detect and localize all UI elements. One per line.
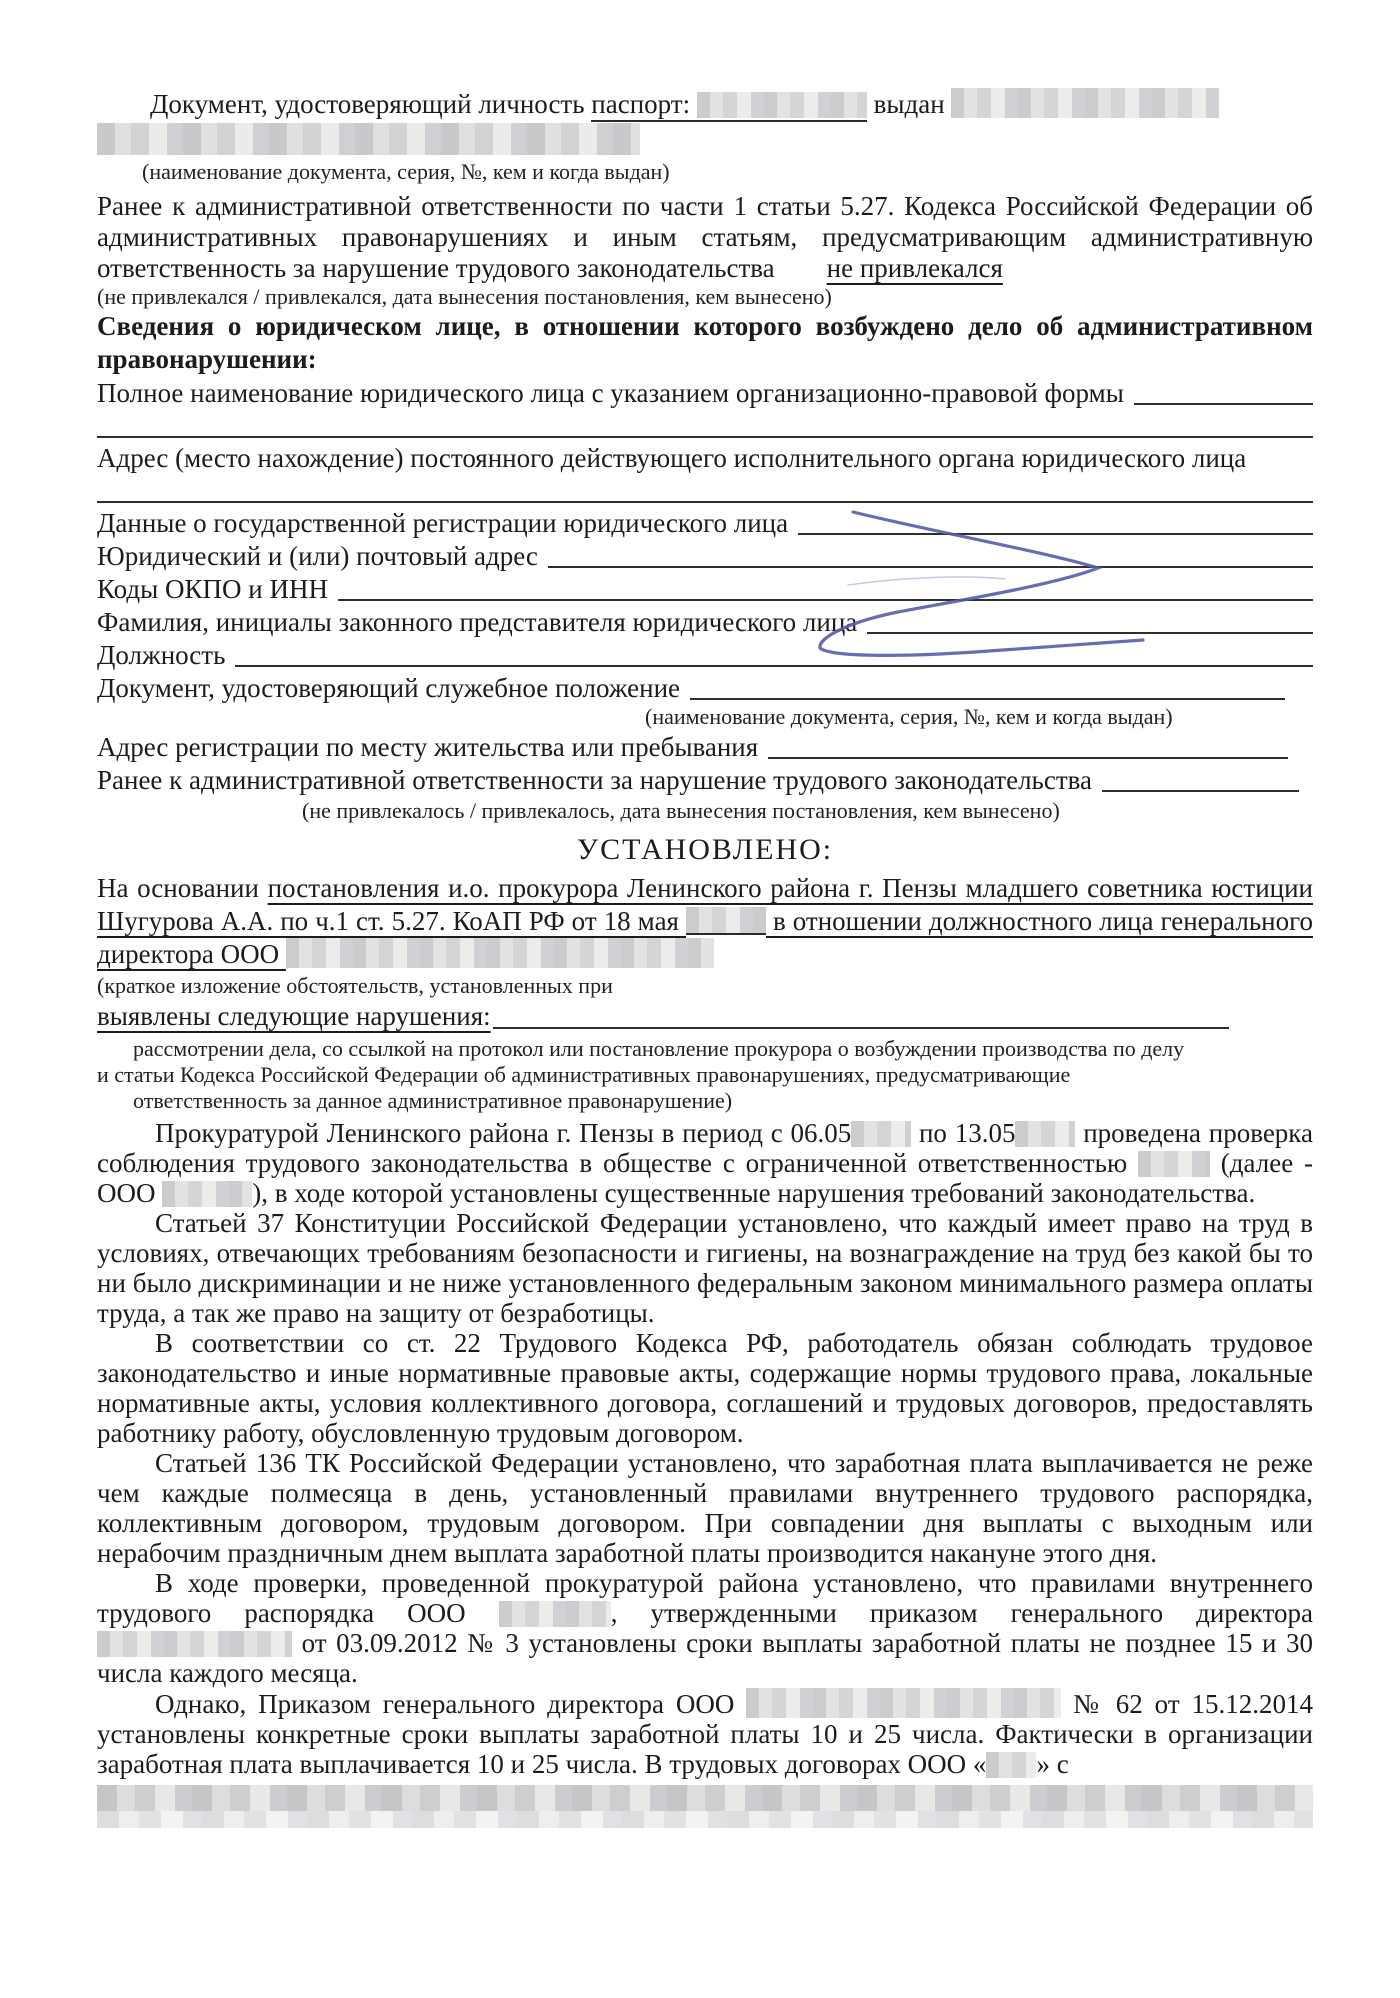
- redacted-final-row-1: [97, 1785, 1313, 1811]
- p1-e: ), в ходе которой установлены существенные нарушения требований законодательства.: [252, 1178, 1256, 1208]
- paragraph-inspection: [97, 1118, 1313, 1208]
- field-prior-entity: [97, 764, 1313, 796]
- paragraph-order-62: [97, 1688, 1313, 1779]
- field-codes-label: Коды ОКПО и ИНН: [97, 574, 328, 604]
- redacted-year-3: [1015, 1121, 1075, 1147]
- prior-liability-person-value: не привлекался: [826, 253, 1003, 283]
- redacted-final-row-2: [97, 1811, 1313, 1828]
- violations-line-text: выявлены следующие нарушения:: [97, 1001, 491, 1031]
- field-codes: [97, 573, 1313, 605]
- document-content: [97, 88, 1313, 1828]
- basis-underlined-2: в отношении должностного лица генерального директора ООО: [97, 906, 1313, 969]
- basis-note-2: рассмотрении дела, со ссылкой на протокол или постановление прокурора о возбуждении производства по делу: [133, 1036, 1185, 1061]
- field-representative: [97, 606, 1313, 638]
- field-position: [97, 639, 1313, 671]
- field-registration-blank: [798, 533, 1313, 535]
- prior-liability-person-note: (не привлекался / привлекался, дата вынесения постановления, кем вынесено): [97, 284, 832, 309]
- field-residence-label: Адрес регистрации по месту жительства или пребывания: [97, 732, 759, 762]
- blank-line-1: [97, 409, 1313, 438]
- p6-b: № 62 от 15.12.2014 установлены конкретные сроки выплаты заработной платы 10 и 25 числа. Фактически в организации заработная плата выплачивается 10 и 25 числа. В трудовых договорах ООО «: [97, 1689, 1313, 1779]
- basis-note-4: ответственность за данное административное правонарушение): [133, 1088, 733, 1113]
- field-postal-address-blank: [548, 566, 1313, 568]
- field-registration: [97, 507, 1313, 539]
- field-representative-label: Фамилия, инициалы законного представителя юридического лица: [97, 607, 858, 637]
- field-representative-blank: [867, 632, 1313, 634]
- field-position-doc: [97, 672, 1313, 704]
- field-postal-address: [97, 540, 1313, 572]
- established-heading: УСТАНОВЛЕНО:: [576, 833, 834, 866]
- p6-c: » с: [1036, 1749, 1069, 1779]
- violations-line-rule: [493, 1027, 1229, 1029]
- redacted-company-name-1: [286, 938, 714, 968]
- p5-b: , утвержденными приказом генерального директора: [610, 1598, 1313, 1628]
- prior-liability-person: [97, 191, 1313, 284]
- blank-line-2: [97, 474, 1313, 503]
- field-full-name: [97, 377, 1313, 409]
- issued-label: выдан: [866, 89, 952, 119]
- p1-a: Прокуратурой Ленинского района г. Пензы в период с 06.05: [155, 1118, 852, 1148]
- redacted-company-name-2: [1138, 1151, 1210, 1177]
- passport-field: [591, 89, 867, 122]
- redacted-year-1: [686, 907, 766, 935]
- basis-lead: На основании: [97, 873, 268, 903]
- redacted-company-name-4: [499, 1601, 611, 1627]
- field-residence: [97, 731, 1313, 763]
- identity-line: [150, 88, 1313, 120]
- paragraph-constitution: Статьей 37 Конституции Российской Федерации установлено, что каждый имеет право на труд в условиях, отвечающих требованиям безопасности и гигиены, на вознаграждение на труд без какой бы то ни было дискриминации и не ниже установленного федеральным законом минимального размера оплаты труда, а так же право на защиту от безработицы.: [97, 1208, 1313, 1328]
- redacted-company-name-5: [746, 1688, 1061, 1718]
- field-postal-address-label: Юридический и (или) почтовый адрес: [97, 541, 538, 571]
- basis-paragraph: [97, 872, 1313, 971]
- field-full-name-blank: [1134, 403, 1313, 405]
- redacted-passport-number: [697, 92, 867, 118]
- field-residence-blank: [768, 757, 1288, 759]
- redacted-company-name-3: [162, 1181, 252, 1207]
- passport-label: паспорт:: [591, 89, 697, 119]
- paragraph-internal-rules: [97, 1568, 1313, 1688]
- p1-d: (далее - ООО: [97, 1148, 1313, 1208]
- field-codes-blank: [338, 599, 1313, 601]
- p6-a: Однако, Приказом генерального директора ООО: [155, 1689, 747, 1719]
- position-doc-note: (наименование документа, серия, №, кем и когда выдан): [645, 704, 1173, 729]
- p1-c: проведена проверка соблюдения трудового законодательства в обществе с ограниченной ответственностью: [97, 1118, 1313, 1178]
- identity-label: Документ, удостоверяющий личность: [150, 89, 592, 119]
- field-position-doc-blank: [690, 698, 1285, 700]
- redacted-year-2: [851, 1121, 911, 1147]
- p1-b: по 13.05: [911, 1118, 1016, 1148]
- p5-c: от 03.09.2012 № 3 установлены сроки выплаты заработной платы не позднее 15 и 30 числа каждого месяца.: [97, 1628, 1313, 1688]
- redacted-passport-issuer-line2: [97, 123, 640, 155]
- redacted-passport-issuer: [951, 88, 1219, 118]
- redacted-director-name: [97, 1631, 292, 1657]
- identity-note: (наименование документа, серия, №, кем и когда выдан): [142, 159, 670, 184]
- field-org-address-label: Адрес (место нахождение) постоянного действующего исполнительного органа юридического лица: [97, 443, 1247, 473]
- field-registration-label: Данные о государственной регистрации юридического лица: [97, 508, 789, 538]
- field-position-blank: [235, 665, 1313, 667]
- redacted-final-line: [97, 1785, 1313, 1828]
- prior-entity-note: (не привлекалось / привлекалось, дата вынесения постановления, кем вынесено): [302, 798, 1060, 823]
- field-prior-entity-blank: [1102, 790, 1299, 792]
- basis-underlined-1: постановления и.о. прокурора Ленинского района г. Пензы младшего советника юстиции Шугурова А.А. по ч.1 ст. 5.27. КоАП РФ от 18 мая: [97, 873, 1313, 936]
- paragraph-labor-code-136: Статьей 136 ТК Российской Федерации установлено, что заработная плата выплачивается не реже чем каждые полмесяца в день, установленный правилами внутреннего трудового распорядка, коллективным договором, трудовым договором. При совпадении дня выплаты с выходным или нерабочим праздничным днем выплата заработной платы производится накануне этого дня.: [97, 1448, 1313, 1568]
- violations-line: [97, 1000, 1313, 1033]
- basis-note-3: и статьи Кодекса Российской Федерации об административных правонарушениях, предусматривающие: [97, 1062, 1071, 1087]
- paragraph-labor-code-22: В соответствии со ст. 22 Трудового Кодекса РФ, работодатель обязан соблюдать трудовое законодательство и иные нормативные правовые акты, содержащие нормы трудового права, локальные нормативные акты, условия коллективного договора, соглашений и трудовых договоров, предоставлять работнику работу, обусловленную трудовым договором.: [97, 1328, 1313, 1448]
- basis-note-1: (краткое изложение обстоятельств, установленных при: [97, 973, 613, 998]
- field-prior-entity-label: Ранее к административной ответственности за нарушение трудового законодательства: [97, 765, 1093, 795]
- legal-entity-heading: Сведения о юридическом лице, в отношении которого возбуждено дело об административном правонарушении:: [97, 311, 1313, 374]
- field-position-doc-label: Документ, удостоверяющий служебное положение: [97, 673, 681, 703]
- p5-a: В ходе проверки, проведенной прокуратурой района установлено, что правилами внутреннего трудового распорядка ООО: [97, 1568, 1313, 1628]
- redacted-company-name-6: [986, 1752, 1036, 1778]
- field-position-label: Должность: [97, 640, 226, 670]
- field-full-name-label: Полное наименование юридического лица с указанием организационно-правовой формы: [97, 378, 1124, 408]
- prior-liability-person-text: Ранее к административной ответственности по части 1 статьи 5.27. Кодекса Российской Федерации об административных правонарушениях и иным статьям, предусматривающим административную ответственность за нарушение трудового законодательства: [97, 191, 1313, 283]
